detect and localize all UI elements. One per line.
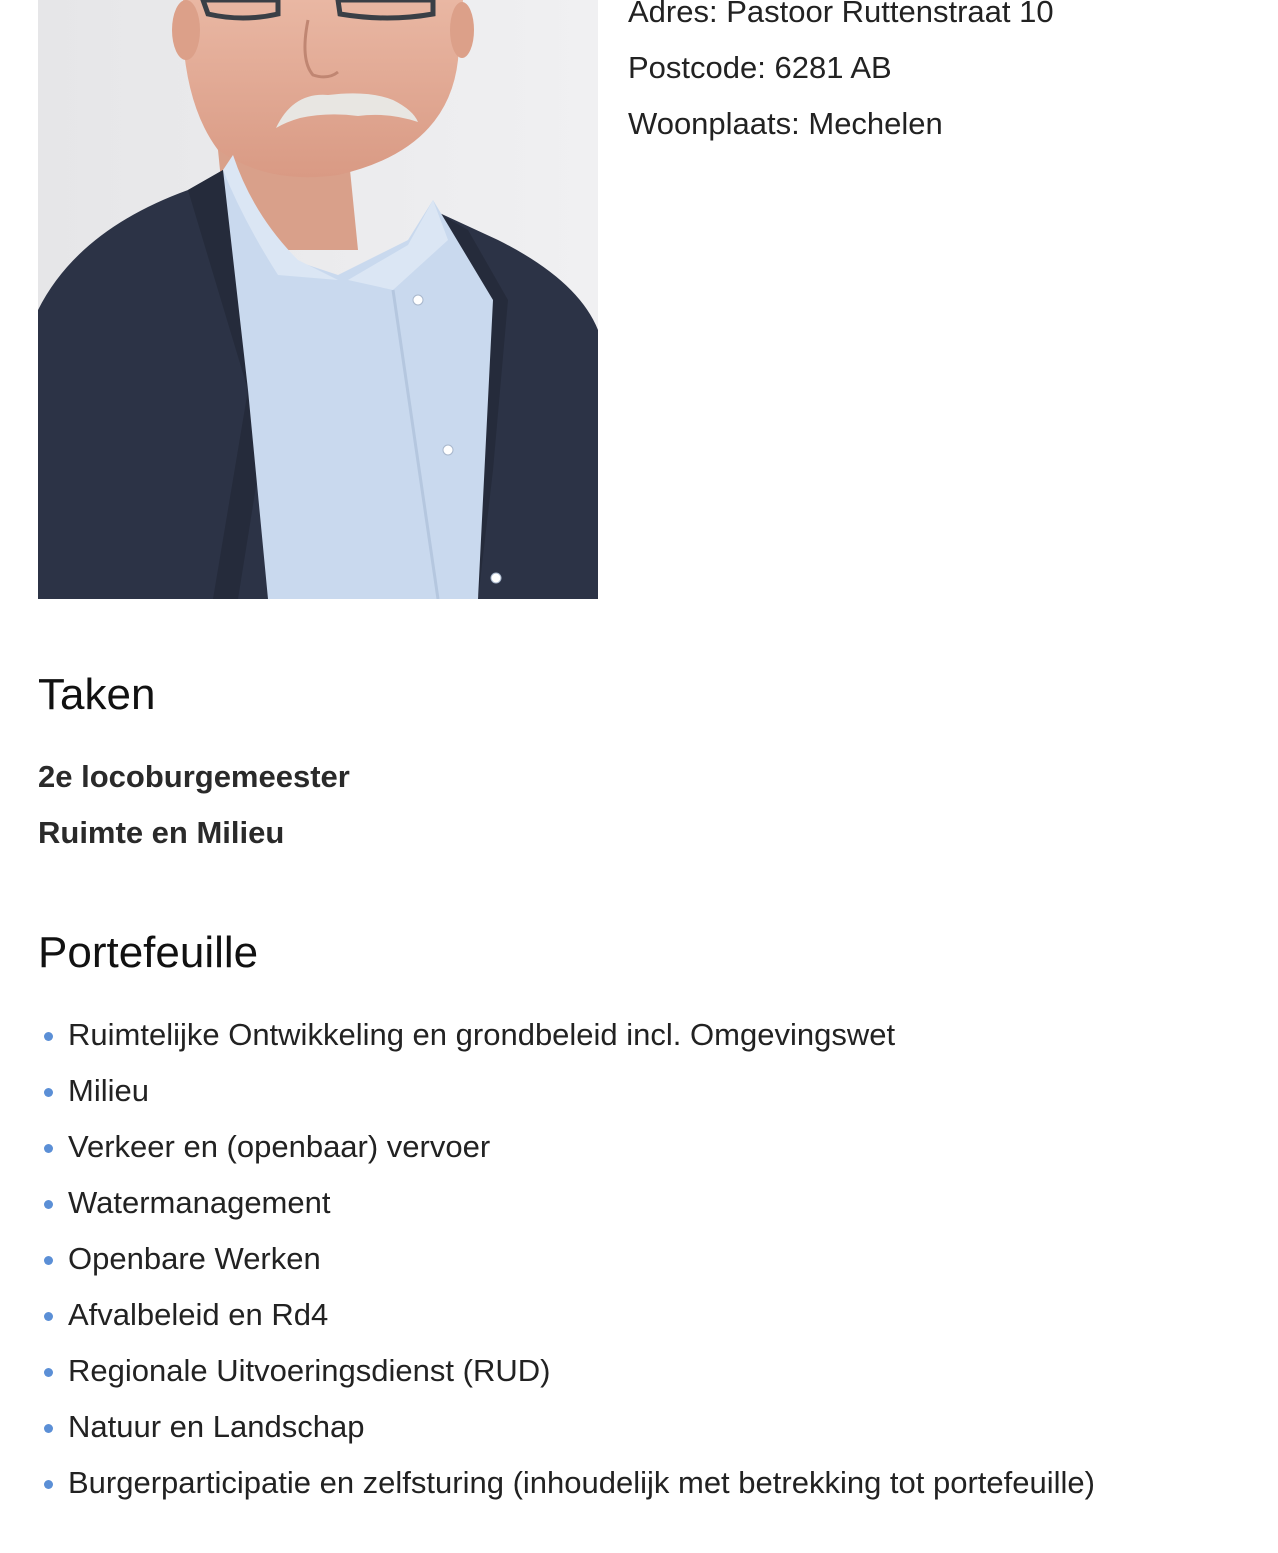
bullet-icon [44,1144,53,1153]
portefeuille-item-label: Afvalbeleid en Rd4 [68,1297,329,1332]
address-line: Adres: Pastoor Ruttenstraat 10 [628,0,1054,29]
portefeuille-item [38,1175,1095,1231]
portefeuille-item [38,1343,1095,1399]
bullet-icon [44,1088,53,1097]
bullet-icon [44,1032,53,1041]
bullet-icon [44,1200,53,1209]
taken-item: 2e locoburgemeester [38,759,350,794]
profile-photo [38,0,598,599]
portefeuille-item-label: Watermanagement [68,1185,331,1220]
portefeuille-list [38,1007,1095,1511]
portefeuille-item [38,1287,1095,1343]
portefeuille-item-label: Openbare Werken [68,1241,321,1276]
portefeuille-item [38,1399,1095,1455]
portefeuille-item [38,1063,1095,1119]
taken-list [38,749,350,861]
portefeuille-item-label: Milieu [68,1073,149,1108]
bullet-icon [44,1368,53,1377]
portefeuille-item [38,1455,1095,1511]
bullet-icon [44,1424,53,1433]
bullet-icon [44,1480,53,1489]
portefeuille-item-label: Ruimtelijke Ontwikkeling en grondbeleid incl. Omgevingswet [68,1017,896,1052]
portefeuille-item-label: Natuur en Landschap [68,1409,365,1444]
taken-heading: Taken [38,670,156,719]
portefeuille-item-label: Burgerparticipatie en zelfsturing (inhoudelijk met betrekking tot portefeuille) [68,1465,1095,1500]
contact-details [628,0,1054,152]
portefeuille-item [38,1231,1095,1287]
portefeuille-heading: Portefeuille [38,928,259,977]
city-line: Woonplaats: Mechelen [628,106,943,141]
postcode-line: Postcode: 6281 AB [628,50,892,85]
portefeuille-item [38,1119,1095,1175]
bullet-icon [44,1312,53,1321]
portefeuille-item [38,1007,1095,1063]
portefeuille-item-label: Regionale Uitvoeringsdienst (RUD) [68,1353,551,1388]
taken-item: Ruimte en Milieu [38,815,285,850]
bullet-icon [44,1256,53,1265]
portefeuille-item-label: Verkeer en (openbaar) vervoer [68,1129,491,1164]
